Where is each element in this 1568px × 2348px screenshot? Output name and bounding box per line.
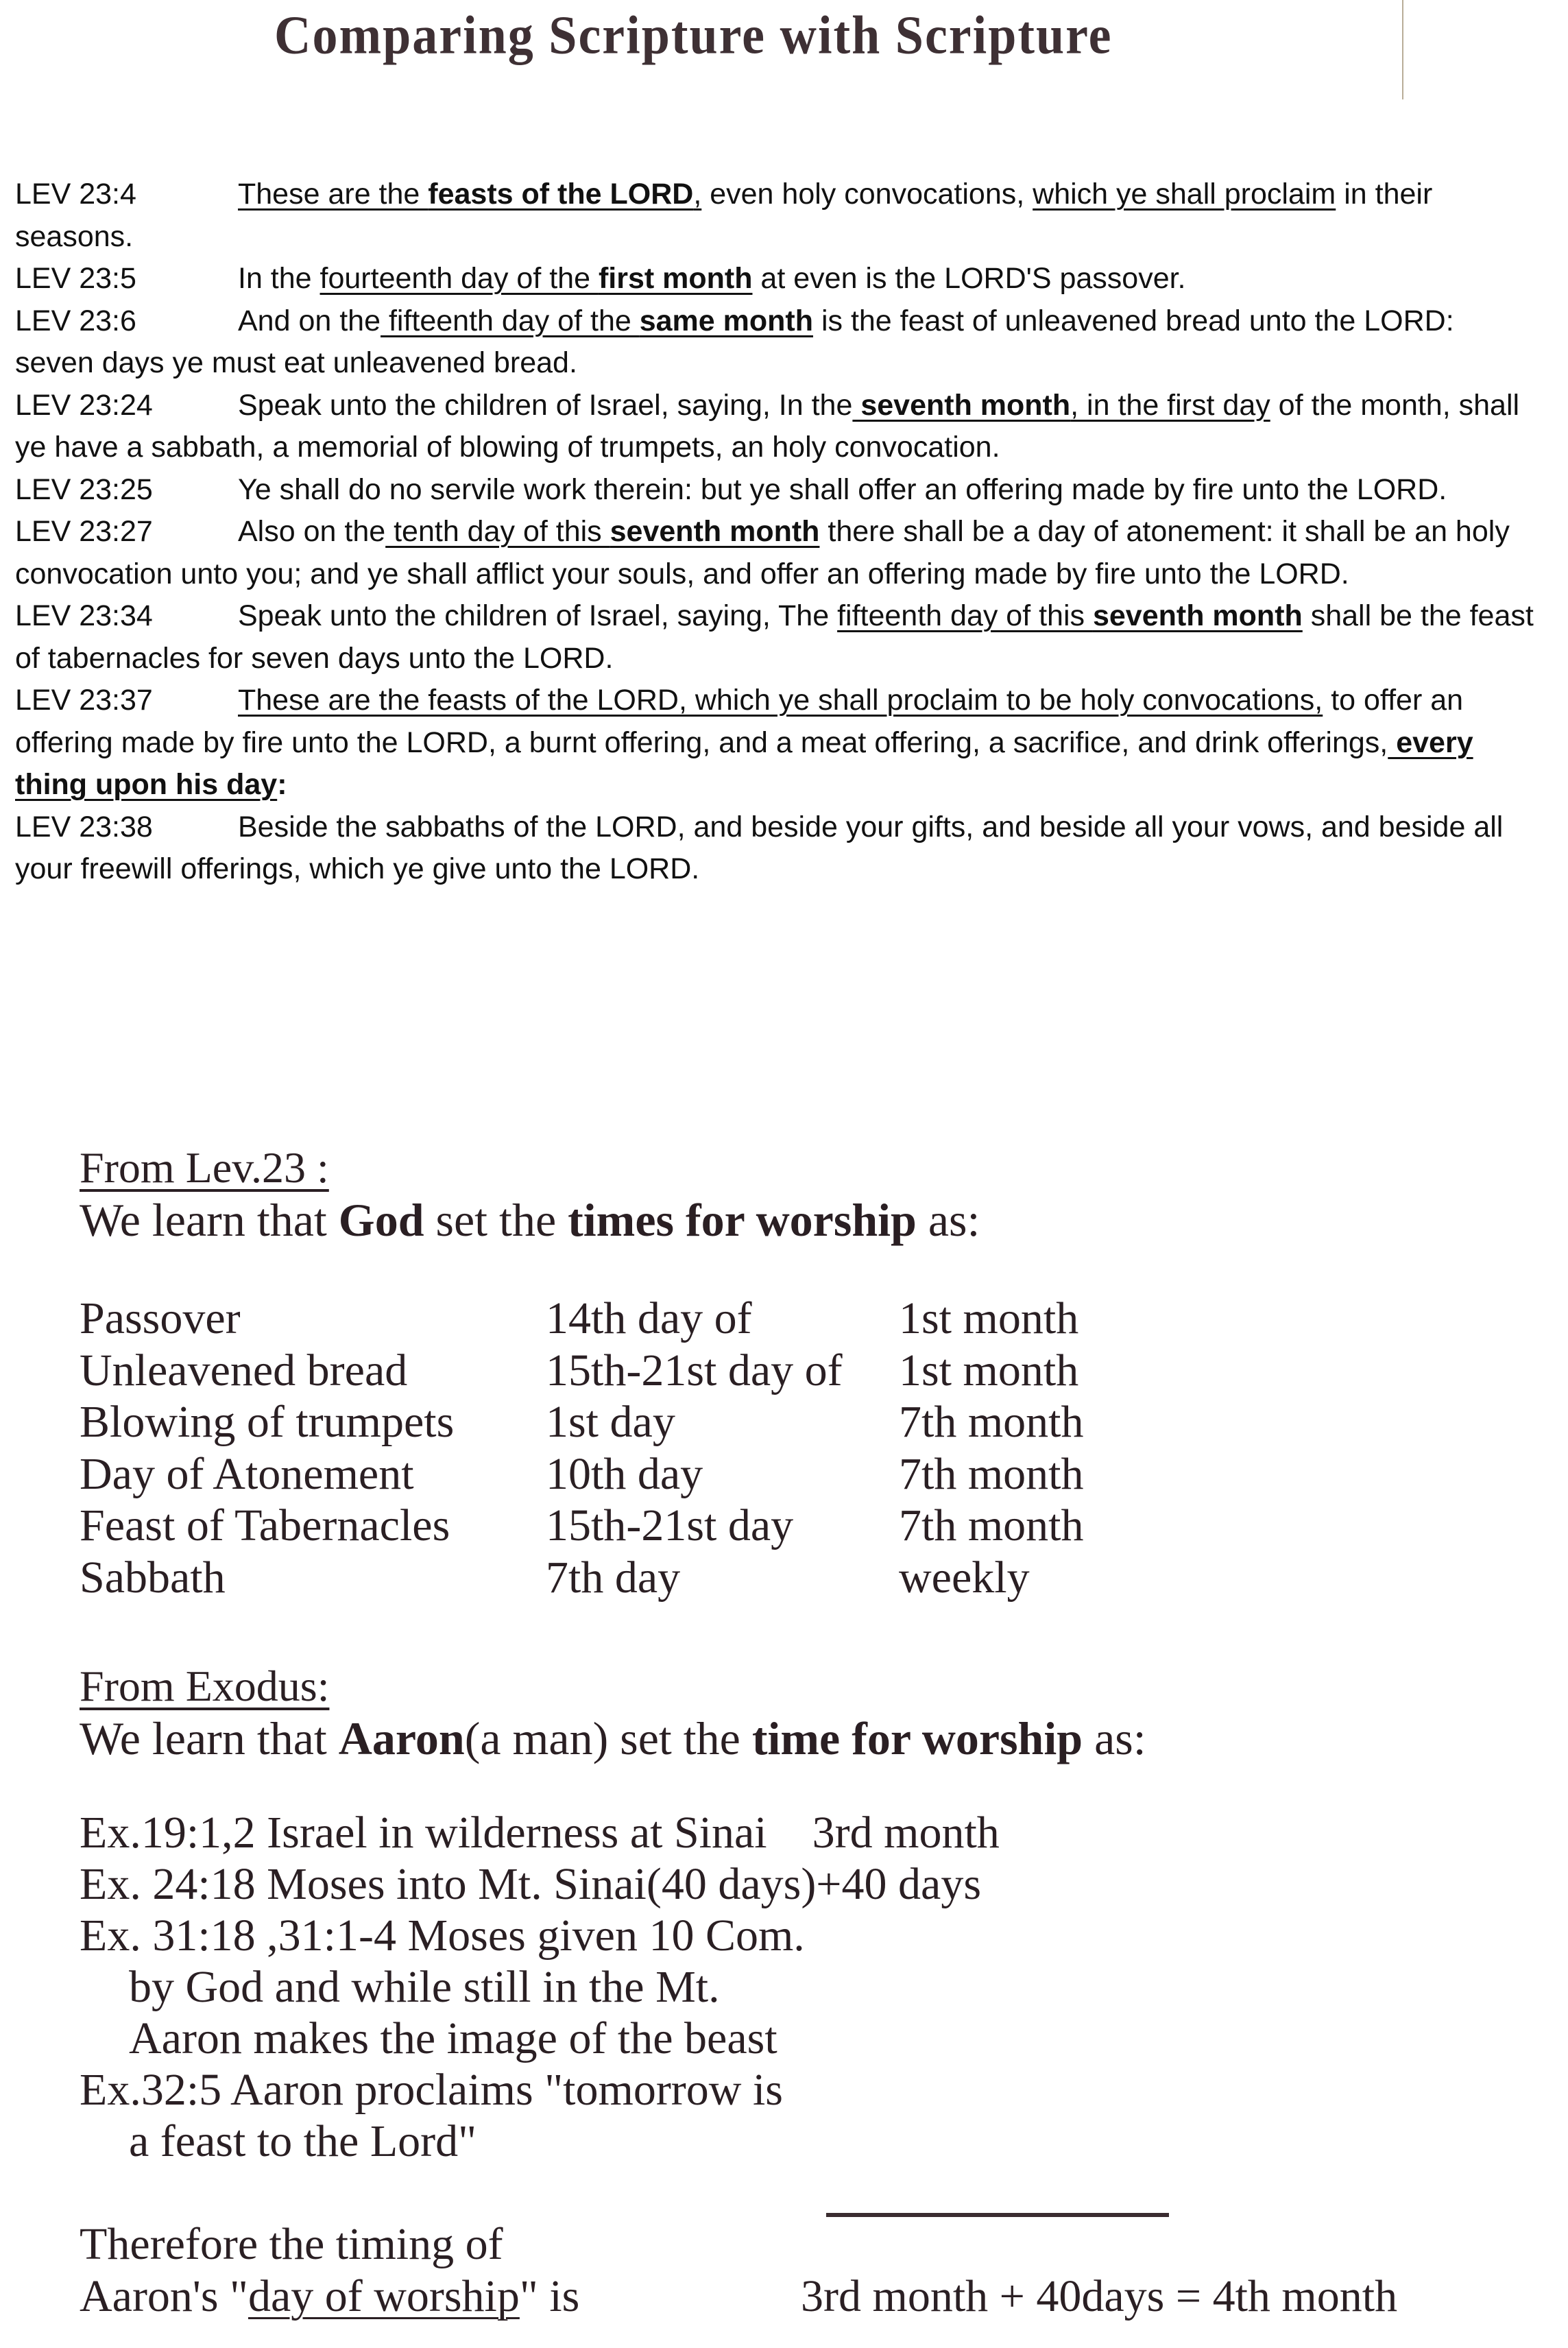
verse-text: And on the <box>238 304 381 337</box>
verse-text: Speak unto the children of Israel, saying, The <box>238 599 838 632</box>
title-text: Comparing Scripture with Scripture <box>274 5 1113 66</box>
verse <box>15 300 1541 385</box>
verse-text: Beside the sabbaths of the LORD, and beside your gifts, and beside all your vows, and beside all your freewill offerings, which ye give unto the LORD. <box>15 810 1504 885</box>
feast-row <box>80 1293 1177 1345</box>
verse-text: of the month, shall ye have a sabbath, a memorial of blowing of trumpets, an holy convocation. <box>15 388 1520 464</box>
lev-section-heading: From Lev.23 : <box>80 1143 329 1192</box>
verse-text: fifteenth day of this <box>837 599 1093 632</box>
verse-ref: LEV 23:34 <box>15 599 153 632</box>
feast-month: 1st month <box>899 1293 1079 1343</box>
feast-name: Unleavened bread <box>80 1345 408 1395</box>
verse <box>15 595 1541 680</box>
feast-day: 15th-21st day of <box>546 1345 843 1395</box>
verse-text: seventh month <box>610 515 820 548</box>
feast-month: 7th month <box>899 1397 1084 1447</box>
verse-text: , in the first day <box>1070 388 1270 422</box>
verse-ref: LEV 23:5 <box>15 262 136 295</box>
summation-rule <box>826 2213 1169 2217</box>
feast-day: 10th day <box>546 1448 703 1499</box>
verse-text: feasts of the LORD <box>428 178 694 211</box>
feast-day: 1st day <box>546 1397 675 1447</box>
exodus-section-heading: From Exodus: <box>80 1662 330 1710</box>
conclusion-result: 3rd month + 40days = 4th month <box>801 2271 1398 2321</box>
verse-text: is the feast of unleavened bread unto the LORD: seven days ye must eat unleavened bread. <box>15 304 1454 379</box>
exodus-line: Ex.19:1,2 Israel in wilderness at Sinai 3rd month <box>80 1808 1000 1858</box>
verse-text: In the <box>238 262 320 295</box>
exodus-line: Ex. 31:18 ,31:1-4 Moses given 10 Com. <box>80 1910 805 1961</box>
feast-day: 15th-21st day <box>546 1500 794 1550</box>
verse-text: seventh month <box>852 388 1071 422</box>
feast-row <box>80 1345 1177 1397</box>
conclusion <box>80 2218 1519 2323</box>
verse-text: even holy convocations, <box>701 178 1033 211</box>
feast-day: 14th day of <box>546 1293 752 1343</box>
feast-times-table <box>80 1293 1177 1603</box>
verse-ref: LEV 23:24 <box>15 388 153 422</box>
feast-month: 7th month <box>899 1500 1084 1550</box>
verse-text: : <box>277 768 287 801</box>
exodus-section-intro: We learn that Aaron(a man) set the time for worship as: <box>80 1712 1146 1764</box>
verse-text: which ye shall proclaim <box>1033 178 1336 211</box>
verse-ref: LEV 23:37 <box>15 684 153 717</box>
verse <box>15 469 1541 512</box>
verse-ref: LEV 23:25 <box>15 472 153 506</box>
feast-name: Feast of Tabernacles <box>80 1500 450 1550</box>
feast-month: 1st month <box>899 1345 1079 1395</box>
exodus-line: a feast to the Lord" <box>129 2116 477 2166</box>
verse <box>15 385 1541 469</box>
verse <box>15 680 1541 806</box>
feast-row <box>80 1500 1177 1552</box>
verse-text: there shall be a day of atonement: it shall be an holy convocation unto you; and ye shall afflict your souls, and offer an offering made by fire unto the LORD. <box>15 515 1510 590</box>
feast-month: 7th month <box>899 1448 1084 1499</box>
exodus-line: Aaron makes the image of the beast <box>129 2013 777 2063</box>
conclusion-line-2: Aaron's "day of worship" is 3rd month + 40days = 4th month <box>80 2271 1398 2321</box>
verse <box>15 511 1541 595</box>
verse-text: first month <box>598 262 753 295</box>
verse <box>15 258 1541 300</box>
feast-name: Sabbath <box>80 1552 226 1603</box>
verse-ref: LEV 23:6 <box>15 304 136 337</box>
verse-text: These are the feasts of the LORD, which ye shall proclaim to be holy convocations, <box>238 684 1323 717</box>
verse-text: Ye shall do no servile work therein: but ye shall offer an offering made by fire unto the LORD. <box>238 472 1447 506</box>
verse-text: every thing upon his day <box>15 726 1473 801</box>
verse-text: fifteenth day of the <box>381 304 640 337</box>
verse-text: at even is the LORD'S passover. <box>752 262 1186 295</box>
exodus-line: Ex.32:5 Aaron proclaims "tomorrow is <box>80 2065 783 2115</box>
feast-row <box>80 1396 1177 1448</box>
verse-ref: LEV 23:4 <box>15 178 136 211</box>
feast-month: weekly <box>899 1552 1030 1603</box>
verse-text: same month <box>639 304 813 337</box>
verse-text: Speak unto the children of Israel, saying, In the <box>238 388 853 422</box>
feast-row <box>80 1448 1177 1500</box>
verse-text: fourteenth day of the <box>319 262 599 295</box>
exodus-line: by God and while still in the Mt. <box>129 1962 720 2012</box>
feast-name: Blowing of trumpets <box>80 1397 455 1447</box>
verse-text: Also on the <box>238 515 386 548</box>
verse <box>15 806 1541 891</box>
conclusion-line-1: Therefore the timing of <box>80 2219 503 2269</box>
verse-text: in their seasons. <box>15 178 1433 253</box>
exodus-references <box>80 1807 1000 2167</box>
feast-day: 7th day <box>546 1552 681 1603</box>
feast-name: Passover <box>80 1293 241 1343</box>
verse-ref: LEV 23:27 <box>15 515 153 548</box>
exodus-line: Ex. 24:18 Moses into Mt. Sinai(40 days)+40 days <box>80 1859 982 1909</box>
feast-row <box>80 1552 1177 1604</box>
verse-text: to offer an offering made by fire unto the LORD, a burnt offering, and a meat offering, a sacrifice, and drink offerings, <box>15 684 1464 759</box>
verse-ref: LEV 23:38 <box>15 810 153 843</box>
verse-text: These are the <box>238 178 429 211</box>
verse-text: , <box>693 178 702 211</box>
lev-section-intro: We learn that God set the times for worship as: <box>80 1194 980 1246</box>
leviticus-verses <box>15 173 1541 891</box>
verse-text: seventh month <box>1092 599 1303 632</box>
verse-text: tenth day of this <box>385 515 610 548</box>
scan-edge-line <box>1402 0 1403 99</box>
verse-text: shall be the feast of tabernacles for seven days unto the LORD. <box>15 599 1534 675</box>
feast-name: Day of Atonement <box>80 1448 414 1499</box>
verse <box>15 173 1541 258</box>
